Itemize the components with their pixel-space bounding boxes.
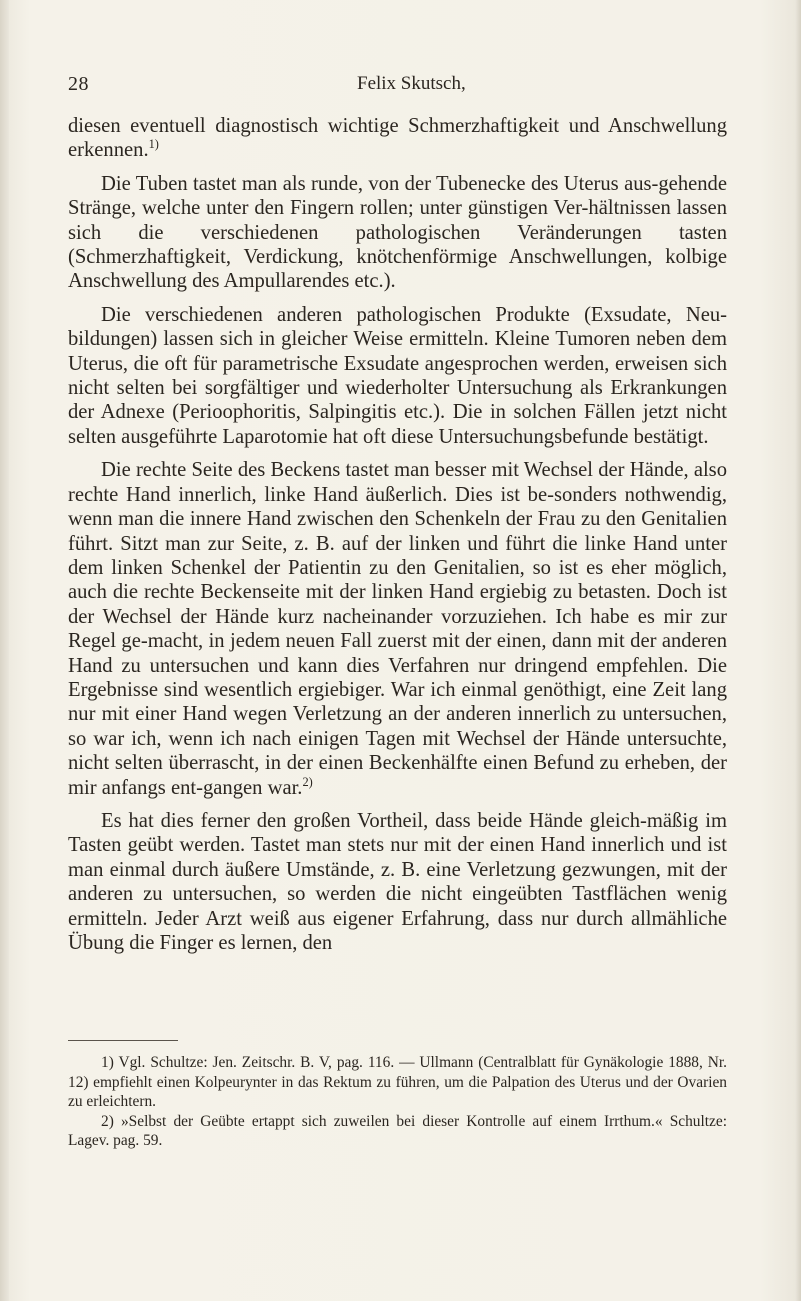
page-right-edge <box>795 0 801 1301</box>
paragraph: Die Tuben tastet man als runde, von der Tubenecke des Uterus aus-gehende Stränge, welche unter den Fingern rollen; unter günstigen Ver-hältnissen lassen sich die verschiedenen pathologischen Veränderungen tasten (Schmerzhaftigkeit, Verdickung, knötchenförmige Anschwellungen, kolbige Anschwellung des Ampullarendes etc.). <box>68 172 727 293</box>
footnote-ref: 2) <box>302 774 313 789</box>
paragraph: Es hat dies ferner den großen Vortheil, dass beide Hände gleich-mäßig im Tasten geübt werden. Tastet man stets nur mit der einen Hand innerlich und ist man einmal durch äußere Umstände, z. B. eine Verletzung gezwungen, mit der anderen zu untersuchen, so werden die nicht eingeübten Tastflächen wenig ermitteln. Jeder Arzt weiß aus eigener Erfahrung, dass nur durch allmähliche Übung die Finger es lernen, den <box>68 809 727 954</box>
paragraph: Die verschiedenen anderen pathologischen Produkte (Exsudate, Neu-bildungen) lassen sich in gleicher Weise ermitteln. Kleine Tumoren neben dem Uterus, die oft für parametrische Exsudate angesprochen werden, erweisen sich nicht selten bei sorgfältiger und wiederholter Untersuchung als Erkrankungen der Adnexe (Perioophoritis, Salpingitis etc.). Die in solchen Fällen jetzt nicht selten ausgeführte Laparotomie hat oft diese Untersuchungsbefunde bestätigt. <box>68 303 727 448</box>
body-text <box>68 114 727 964</box>
running-head <box>68 73 728 97</box>
page-left-edge <box>0 0 9 1301</box>
footnote-1: 1) Vgl. Schultze: Jen. Zeitschr. B. V, pag. 116. — Ullmann (Centralblatt für Gynäkologie 1888, Nr. 12) empfiehlt einen Kolpeurynter in das Rektum zu führen, um die Palpation des Uterus und der Ovarien zu erleichtern. <box>68 1054 727 1111</box>
footnote-ref: 1) <box>148 137 159 152</box>
running-title: Felix Skutsch, <box>357 73 466 94</box>
footnote-divider <box>68 1040 178 1041</box>
paragraph-text: diesen eventuell diagnostisch wichtige Schmerzhaftigkeit und Anschwellung erkennen. <box>68 115 727 162</box>
paragraph <box>68 458 727 800</box>
footnotes <box>68 1053 727 1151</box>
paragraph <box>68 114 727 163</box>
page-number: 28 <box>68 73 89 95</box>
paragraph-text: Die rechte Seite des Beckens tastet man besser mit Wechsel der Hände, also rechte Hand innerlich, linke Hand äußerlich. Dies ist be-sonders nothwendig, wenn man die innere Hand zwischen den Schenkeln der Frau zu den Genitalien führt. Sitzt man zur Seite, z. B. auf der linken und führt die linke Hand unter dem linken Schenkel der Patientin zu den Genitalien, so ist es eher möglich, auch die rechte Beckenseite mit der linken Hand ergiebig zu betasten. Doch ist der Wechsel der Hände kurz nacheinander vorzuziehen. Ich habe es mir zur Regel ge-macht, in jedem neuen Fall zuerst mit der einen, dann mit der anderen Hand zu untersuchen und kann dies Verfahren nur dringend empfehlen. Die Ergebnisse sind wesentlich ergiebiger. War ich einmal genöthigt, eine Zeit lang nur mit einer Hand wegen Verletzung an der anderen innerlich zu untersuchen, so war ich, wenn ich nach einigen Tagen mit Wechsel der Hände untersuchte, nicht selten überrascht, in der einen Beckenhälfte einen Befund zu erheben, der mir anfangs ent-gangen war. <box>68 459 727 799</box>
footnote-2: 2) »Selbst der Geübte ertappt sich zuweilen bei dieser Kontrolle auf einem Irrthum.« Schultze: Lagev. pag. 59. <box>68 1112 727 1150</box>
